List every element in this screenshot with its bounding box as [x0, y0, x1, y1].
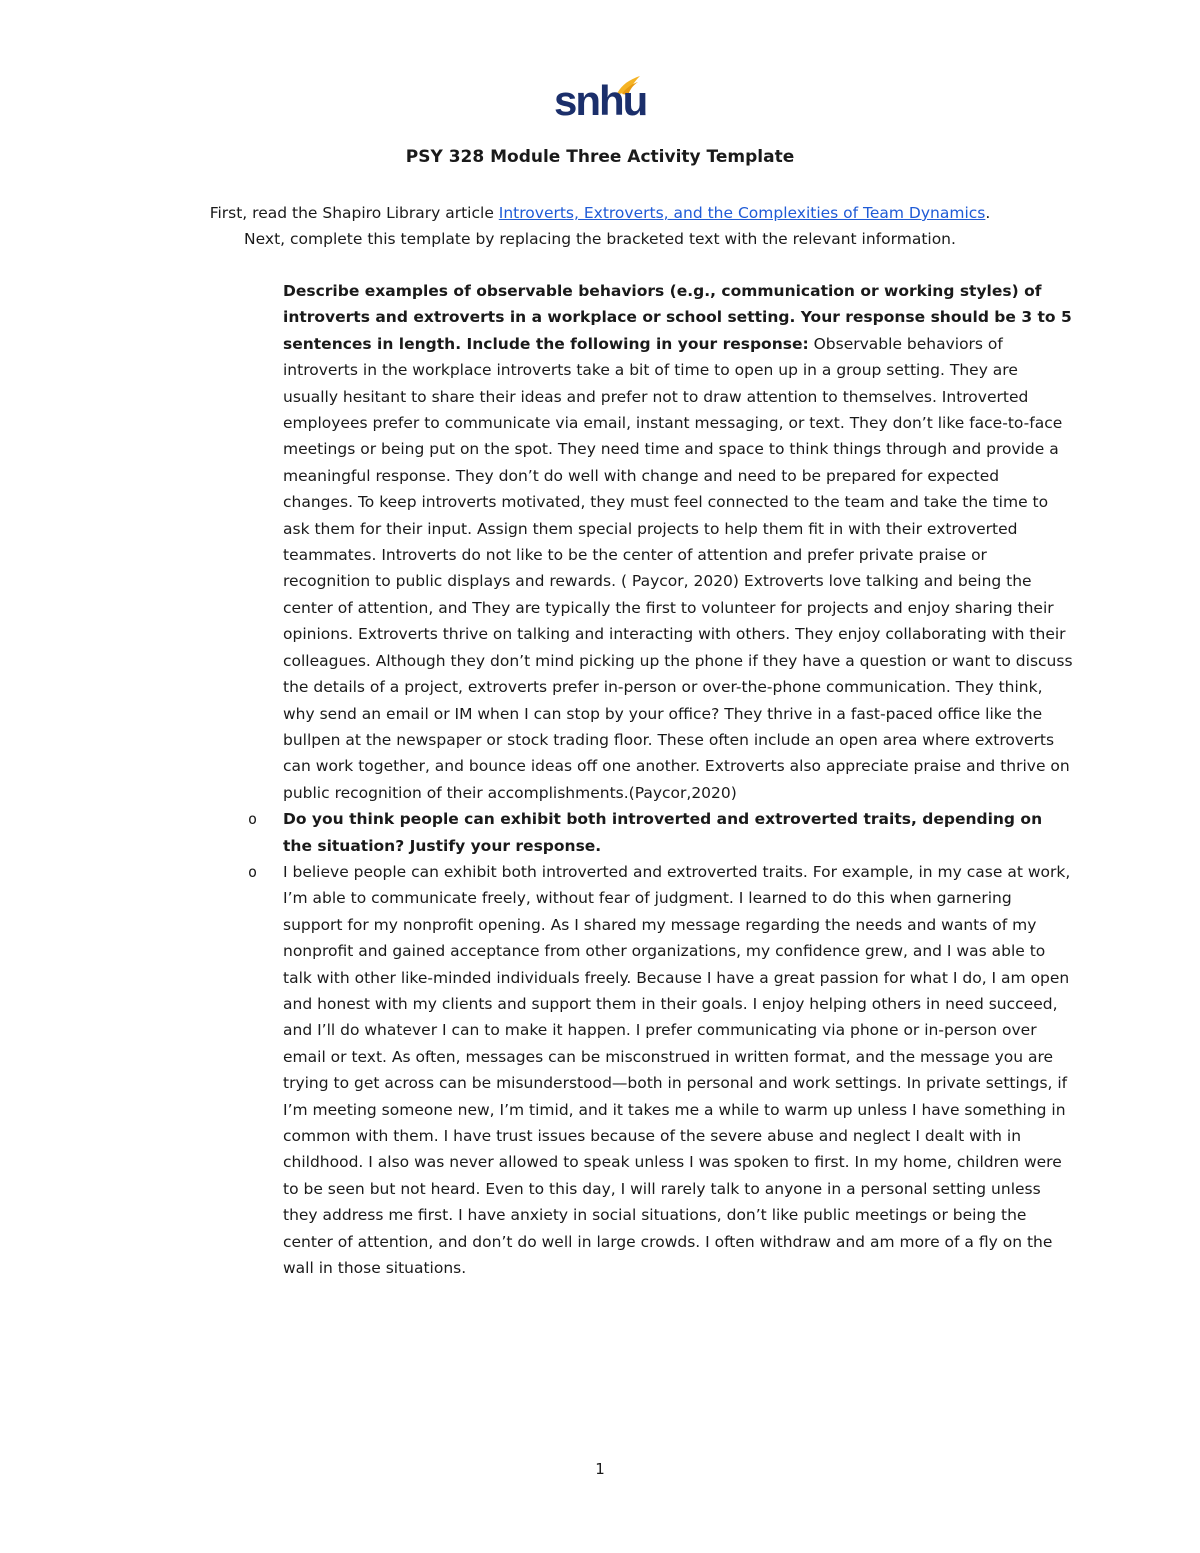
intro-prefix: First, read the Shapiro Library article — [209, 204, 499, 222]
response-body — [248, 278, 1073, 1281]
section-prompt: Describe examples of observable behaviors (e.g., communication or working styles) of introverts and extroverts in a workplace or school setting. Your response should be 3 to 5 sentences in length. Include the following in your response: — [283, 282, 1072, 353]
article-link[interactable]: Introverts, Extroverts, and the Complexities of Team Dynamics — [498, 204, 986, 222]
list-item-answer — [248, 859, 1073, 1282]
intro-paragraph — [0, 200, 1200, 252]
intro-suffix: . — [985, 204, 991, 222]
section-observable-behaviors — [283, 278, 1073, 806]
answer-text: I believe people can exhibit both introverted and extroverted traits. For example, in my case at work, I’m able to communicate freely, without fear of judgment. I learned to do this when garnering support for my nonprofit opening. As I shared my message regarding the needs and wants of my nonprofit and gained acceptance from other organizations, my confidence grew, and I was able to talk with other like-minded individuals freely. Because I have a great passion for what I do, I am open and honest with my clients and support them in their goals. I enjoy helping others in need succeed, and I’ll do whatever I can to make it happen. I prefer communicating via phone or in-person over email or text. As often, messages can be misconstrued in written format, and the message you are trying to get across can be misunderstood—both in personal and work settings. In private settings, if I’m meeting someone new, I’m timid, and it takes me a while to warm up unless I have something in common with them. I have trust issues because of the severe abuse and neglect I dealt with in childhood. I also was never allowed to speak unless I was spoken to first. In my home, children were to be seen but not heard. Even to this day, I will rarely talk to anyone in a personal setting unless they address me first. I have anxiety in social situations, don’t like public meetings or being the center of attention, and don’t do well in large crowds. I often withdraw and am more of a fly on the wall in those situations. — [283, 862, 1071, 1278]
list-bullet: o — [248, 862, 258, 881]
section-response: Observable behaviors of introverts in the workplace introverts take a bit of time to open up in a group setting. They are usually hesitant to share their ideas and prefer not to draw attention to themselves. Introverted employees prefer to communicate via email, instant messaging, or text. They don’t like face-to-face meetings or being put on the spot. They need time and space to think things through and provide a meaningful response. They don’t do well with change and need to be prepared for expected changes. To keep introverts motivated, they must feel connected to the team and take the time to ask them for their input. Assign them special projects to help them fit in with their extroverted teammates. Introverts do not like to be the center of attention and prefer private praise or recognition to public displays and rewards. ( Paycor, 2020) Extroverts love talking and being the center of attention, and They are typically the first to volunteer for projects and enjoy sharing their opinions. Extroverts thrive on talking and interacting with others. They enjoy collaborating with their colleagues. Although they don’t mind picking up the phone if they have a question or want to discuss the details of a project, extroverts prefer in-person or over-the-phone communication. They think, why send an email or IM when I can stop by your office? They thrive in a fast-paced office like the bullpen at the newspaper or stock trading floor. These often include an open area where extroverts can work together, and bounce ideas off one another. Extroverts also appreciate praise and thrive on public recognition of their accomplishments.(Paycor,2020) — [283, 334, 1073, 802]
page-number: 1 — [595, 1460, 605, 1478]
list-item-question — [248, 806, 1073, 859]
snhu-logo — [552, 74, 652, 132]
list-bullet: o — [248, 810, 258, 829]
intro-line-1 — [0, 200, 1200, 226]
logo-wordmark: snhu — [554, 77, 647, 124]
question-text: Do you think people can exhibit both introverted and extroverted traits, depending on the situation? Justify your response. — [283, 810, 1043, 855]
intro-line-2: Next, complete this template by replacing the bracketed text with the relevant information. — [244, 230, 956, 248]
page-title: PSY 328 Module Three Activity Template — [405, 147, 795, 167]
